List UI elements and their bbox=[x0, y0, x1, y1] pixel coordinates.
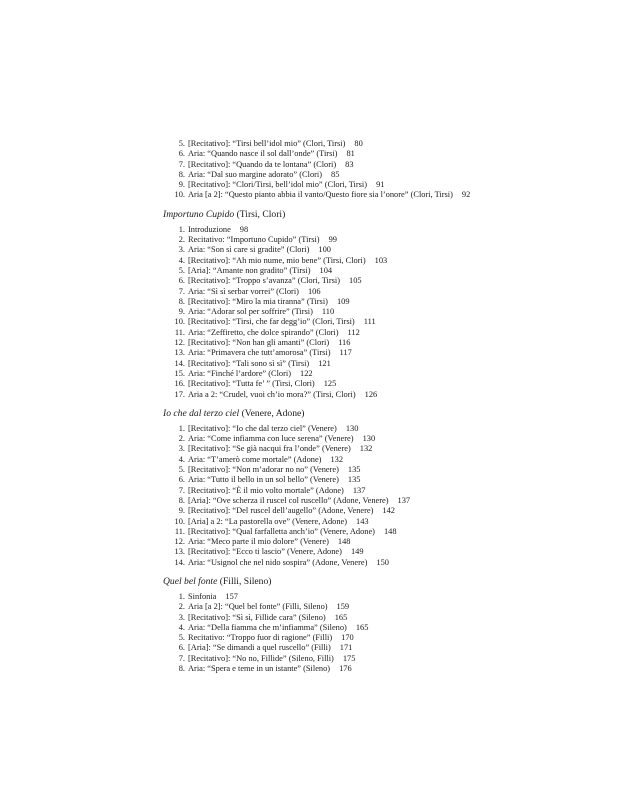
list-item bbox=[163, 643, 603, 653]
item-number: 7. bbox=[178, 159, 185, 169]
page-number: 165 bbox=[355, 622, 369, 632]
item-number: 8. bbox=[178, 296, 185, 306]
list-item bbox=[163, 558, 603, 568]
item-title: Aria: “Zeffiretto, che dolce spirando” (Clori) bbox=[188, 327, 339, 337]
page-number: 175 bbox=[342, 653, 356, 663]
page-number: 122 bbox=[300, 368, 313, 378]
page-number: 159 bbox=[336, 602, 350, 612]
item-title: Aria [a 2]: “Quel bel fonte” (Filli, Sileno) bbox=[188, 602, 328, 612]
item-title: [Recitativo]: “Se già nacqui fra l’onde” (Venere) bbox=[188, 444, 351, 454]
item-title: Aria: “Spera e teme in un istante” (Sileno) bbox=[188, 664, 331, 674]
item-title: [Recitativo]: “Tirsi, che far degg’io” (Clori, Tirsi) bbox=[188, 317, 355, 327]
page-number: 85 bbox=[331, 169, 340, 179]
item-title: [Recitativo]: “No no, Fillide” (Sileno, Filli) bbox=[188, 653, 334, 663]
item-title: Aria: “Come infiamma con luce serena” (Venere) bbox=[188, 434, 354, 444]
list-item bbox=[163, 297, 603, 307]
page-number: 110 bbox=[321, 307, 335, 317]
section-title: Io che dal terzo ciel bbox=[163, 407, 240, 419]
item-title: [Recitativo]: “Troppo s’avanza” (Clori, Tirsi) bbox=[188, 276, 341, 286]
page-number: 170 bbox=[341, 633, 354, 643]
list-item bbox=[163, 180, 603, 190]
list-item bbox=[163, 633, 603, 643]
list-item bbox=[163, 547, 603, 557]
page-number: 165 bbox=[334, 612, 348, 622]
item-title: Introduzione bbox=[188, 224, 231, 234]
item-title: [Recitativo]: “Non m’adorar no no” (Venere) bbox=[188, 465, 339, 475]
page-number: 98 bbox=[239, 224, 249, 234]
item-number: 7. bbox=[178, 485, 185, 495]
list-item bbox=[163, 506, 603, 516]
item-title: [Aria]: “Amante non gradito” (Tirsi) bbox=[188, 265, 311, 275]
page-number: 83 bbox=[345, 159, 354, 169]
page-number: 106 bbox=[307, 286, 321, 296]
section-heading bbox=[163, 209, 603, 221]
list-item bbox=[163, 602, 603, 612]
page-number: 137 bbox=[397, 495, 411, 505]
list-item bbox=[163, 496, 603, 506]
item-title: Aria: “Quando nasce il sol dall’onde” (Tirsi) bbox=[188, 149, 338, 159]
list-item bbox=[163, 317, 603, 327]
list-item bbox=[163, 664, 603, 674]
list-item bbox=[163, 266, 603, 276]
item-title: Aria: “Sì sì serbar vorrei” (Clori) bbox=[188, 286, 299, 296]
page-number: 92 bbox=[461, 190, 471, 200]
item-title: [Recitativo]: “Non han gli amanti” (Clori) bbox=[188, 338, 330, 348]
item-number: 13. bbox=[174, 547, 185, 557]
item-number: 17. bbox=[174, 389, 185, 399]
list-item bbox=[163, 287, 603, 297]
list-item bbox=[163, 245, 603, 255]
item-number: 12. bbox=[174, 537, 185, 547]
item-number: 13. bbox=[174, 348, 185, 358]
item-number: 14. bbox=[174, 358, 185, 368]
page-number: 157 bbox=[225, 591, 238, 601]
item-number: 12. bbox=[174, 338, 185, 348]
page-number: 109 bbox=[336, 296, 350, 306]
item-number: 7. bbox=[178, 286, 185, 296]
item-title: [Aria]: “Se dimandi a quel ruscello” (Filli) bbox=[188, 643, 331, 653]
page-number: 137 bbox=[352, 485, 366, 495]
section-title: Importuno Cupido bbox=[163, 208, 235, 220]
list-item bbox=[163, 390, 603, 400]
item-number: 8. bbox=[178, 495, 185, 505]
page-number: 135 bbox=[347, 475, 361, 485]
item-title: Aria: “Della fiamma che m’infiamma” (Sileno) bbox=[188, 622, 347, 632]
list-item bbox=[163, 256, 603, 266]
page-number: 143 bbox=[356, 516, 369, 526]
item-number: 5. bbox=[178, 265, 185, 275]
list-item bbox=[163, 654, 603, 664]
page-number: 81 bbox=[346, 149, 355, 159]
section-voices: (Tirsi, Clori) bbox=[236, 208, 286, 220]
item-number: 3. bbox=[178, 612, 185, 622]
item-number: 6. bbox=[178, 149, 185, 159]
page-number: 104 bbox=[319, 265, 333, 275]
item-title: [Recitativo]: “Io che dal terzo ciel” (Venere) bbox=[188, 423, 337, 433]
item-number: 6. bbox=[178, 643, 185, 653]
list-item bbox=[163, 434, 603, 444]
item-title: Recitativo: “Troppo fuor di ragione” (Filli) bbox=[188, 633, 333, 643]
item-number: 4. bbox=[178, 622, 185, 632]
page-number: 126 bbox=[364, 389, 378, 399]
page-number: 99 bbox=[328, 235, 337, 245]
list-item bbox=[163, 359, 603, 369]
list-item bbox=[163, 139, 603, 149]
item-number: 1. bbox=[178, 591, 185, 601]
page-number: 142 bbox=[382, 506, 395, 516]
list-item bbox=[163, 475, 603, 485]
list-item bbox=[163, 444, 603, 454]
page-number: 132 bbox=[330, 454, 344, 464]
item-number: 1. bbox=[178, 423, 185, 433]
page-number: 91 bbox=[376, 180, 385, 190]
item-number: 10. bbox=[174, 516, 185, 526]
item-title: [Recitativo]: “Tutta fe’ ” (Tirsi, Clori) bbox=[188, 379, 315, 389]
table-of-contents bbox=[163, 139, 603, 674]
item-title: [Recitativo]: “Ecco ti lascio” (Venere, Adone) bbox=[188, 547, 342, 557]
section-heading bbox=[163, 576, 603, 588]
item-number: 11. bbox=[174, 526, 185, 536]
list-item bbox=[163, 225, 603, 235]
page-number: 121 bbox=[318, 358, 331, 368]
page-number: 125 bbox=[323, 379, 337, 389]
page-number: 112 bbox=[347, 327, 360, 337]
item-number: 3. bbox=[178, 245, 185, 255]
item-title: [Recitativo]: “Qual farfalletta anch’io” (Venere, Adone) bbox=[188, 526, 375, 536]
section-voices: (Venere, Adone) bbox=[241, 407, 305, 419]
list-item bbox=[163, 149, 603, 159]
item-number: 8. bbox=[178, 664, 185, 674]
item-number: 8. bbox=[178, 169, 185, 179]
item-title: [Recitativo]: “Miro la mia tiranna” (Tirsi) bbox=[188, 296, 328, 306]
page-number: 176 bbox=[339, 664, 352, 674]
item-number: 9. bbox=[178, 307, 185, 317]
item-title: Aria: “Primavera che tutt’amorosa” (Tirsi) bbox=[188, 348, 331, 358]
item-number: 1. bbox=[178, 224, 185, 234]
item-title: [Recitativo]: “Del ruscel dell’augello” (Adone, Venere) bbox=[188, 506, 374, 516]
page-number: 116 bbox=[338, 338, 351, 348]
list-item bbox=[163, 276, 603, 286]
list-item bbox=[163, 379, 603, 389]
item-title: [Recitativo]: “Sì sì, Fillide cara” (Sileno) bbox=[188, 612, 326, 622]
item-number: 11. bbox=[174, 327, 185, 337]
section-voices: (Filli, Sileno) bbox=[219, 575, 272, 587]
page-number: 148 bbox=[337, 537, 351, 547]
page-number: 132 bbox=[359, 444, 373, 454]
item-title: [Recitativo]: “È il mio volto mortale” (Adone) bbox=[188, 485, 344, 495]
section-title: Quel bel fonte bbox=[163, 575, 218, 587]
item-number: 2. bbox=[178, 602, 185, 612]
page-number: 171 bbox=[339, 643, 353, 653]
item-number: 10. bbox=[174, 317, 185, 327]
item-number: 2. bbox=[178, 235, 185, 245]
item-title: [Recitativo]: “Clori/Tirsi, bell’idol mio” (Clori, Tirsi) bbox=[188, 180, 368, 190]
item-title: Aria a 2: “Crudel, vuoi ch’io mora?” (Tirsi, Clori) bbox=[188, 389, 356, 399]
item-title: Aria: “Finché l’ardore” (Clori) bbox=[188, 368, 292, 378]
item-number: 14. bbox=[174, 557, 185, 567]
page-number: 100 bbox=[318, 245, 331, 255]
page-number: 117 bbox=[339, 348, 352, 358]
list-item bbox=[163, 348, 603, 358]
item-title: Aria: “Usignol che nel nido sospira” (Adone, Venere) bbox=[188, 557, 368, 567]
list-item bbox=[163, 613, 603, 623]
list-item bbox=[163, 170, 603, 180]
page-number: 135 bbox=[347, 465, 361, 475]
list-item bbox=[163, 537, 603, 547]
item-title: Aria: “Tutto il bello in un sol bello” (Venere) bbox=[188, 475, 339, 485]
list-item bbox=[163, 338, 603, 348]
item-number: 9. bbox=[178, 506, 185, 516]
item-title: Aria: “Meco parte il mio dolore” (Venere) bbox=[188, 537, 329, 547]
list-item bbox=[163, 160, 603, 170]
page-number: 105 bbox=[349, 276, 362, 286]
item-title: [Recitativo]: “Tali sono sì sì” (Tirsi) bbox=[188, 358, 310, 368]
item-number: 5. bbox=[178, 465, 185, 475]
item-title: [Aria]: “Ove scherza il ruscel col ruscello” (Adone, Venere) bbox=[188, 495, 389, 505]
page-number: 111 bbox=[363, 317, 376, 327]
list-item bbox=[163, 623, 603, 633]
item-number: 3. bbox=[178, 444, 185, 454]
page-number: 130 bbox=[345, 423, 359, 433]
item-number: 4. bbox=[178, 454, 185, 464]
item-title: [Aria] a 2: “La pastorella ove” (Venere, Adone) bbox=[188, 516, 348, 526]
item-title: [Recitativo]: “Ah mio nume, mio bene” (Tirsi, Clori) bbox=[188, 255, 366, 265]
item-number: 16. bbox=[174, 379, 185, 389]
item-number: 2. bbox=[178, 434, 185, 444]
list-item bbox=[163, 465, 603, 475]
item-number: 6. bbox=[178, 475, 185, 485]
item-title: [Recitativo]: “Tirsi bell’idol mio” (Clori, Tirsi) bbox=[188, 139, 346, 148]
page-number: 149 bbox=[350, 547, 364, 557]
list-item bbox=[163, 235, 603, 245]
item-title: Aria: “Son sì care si gradite” (Clori) bbox=[188, 245, 310, 255]
item-number: 7. bbox=[178, 653, 185, 663]
item-title: Recitativo: “Importuno Cupido” (Tirsi) bbox=[188, 235, 320, 245]
list-item bbox=[163, 527, 603, 537]
item-title: Aria: “Adorar sol per soffrire” (Tirsi) bbox=[188, 307, 313, 317]
item-number: 5. bbox=[178, 633, 185, 643]
item-title: Aria [a 2]: “Questo pianto abbia il vanto/Questo fiore sia l’onore” (Clori, Tirsi) bbox=[188, 190, 453, 200]
page-number: 80 bbox=[354, 139, 363, 148]
item-number: 9. bbox=[178, 180, 185, 190]
item-title: Aria: “Dal suo margine adorato” (Clori) bbox=[188, 169, 323, 179]
list-item bbox=[163, 424, 603, 434]
list-item bbox=[163, 190, 603, 200]
list-item bbox=[163, 328, 603, 338]
item-title: Aria: “T’amerò come mortale” (Adone) bbox=[188, 454, 322, 464]
item-title: [Recitativo]: “Quando da te lontana” (Clori) bbox=[188, 159, 337, 169]
list-item bbox=[163, 369, 603, 379]
page-number: 148 bbox=[383, 526, 397, 536]
page-number: 150 bbox=[376, 557, 389, 567]
item-title: Sinfonia bbox=[188, 591, 217, 601]
item-number: 4. bbox=[178, 255, 185, 265]
item-number: 15. bbox=[174, 368, 185, 378]
list-item bbox=[163, 592, 603, 602]
item-number: 10. bbox=[174, 190, 185, 200]
list-item bbox=[163, 517, 603, 527]
page-number: 103 bbox=[374, 255, 388, 265]
page-number: 130 bbox=[362, 434, 376, 444]
list-item bbox=[163, 486, 603, 496]
item-number: 6. bbox=[178, 276, 185, 286]
item-number: 5. bbox=[178, 139, 185, 148]
list-item bbox=[163, 455, 603, 465]
list-item bbox=[163, 307, 603, 317]
section-heading bbox=[163, 408, 603, 420]
